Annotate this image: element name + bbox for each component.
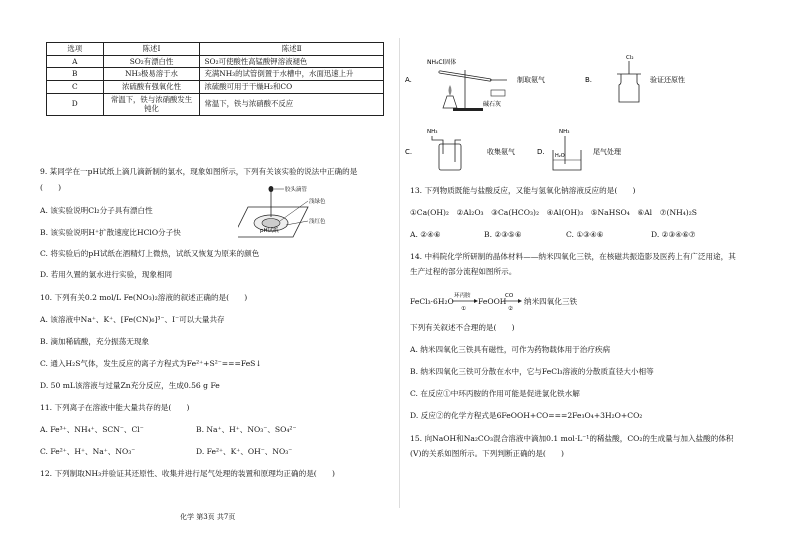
q13-stem: 13. 下列物质既能与盐酸反应，又能与氢氧化钠溶液反应的是( ) [410,186,636,195]
option-c-label: C. [405,148,413,156]
flow-arrow-2 [502,288,522,312]
header-statement-1: 陈述Ⅰ [103,43,200,56]
flow-mid: FeOOH [478,297,507,306]
label-ph-paper: pH试纸 [260,228,279,234]
q14-stem-line1: 14. 中科院化学所研制的晶体材料——纳米四氧化三铁，在核磁共振造影及医药上有广泛用途，其 [410,252,736,261]
q9-option-b: B. 该实验说明H⁺扩散速度比HClO分子快 [40,228,181,237]
row-statement-2: 充满NH₃的试管倒置于水槽中，水面迅速上升 [200,68,384,81]
label-tail-gas: 尾气处理 [593,148,621,156]
row-statement-1: NH₃极易溶于水 [103,68,200,81]
table-row [47,55,384,68]
label-inner: 浅绿色 [309,199,326,205]
q9-option-d: D. 若用久置的氯水进行实验，现象相同 [40,270,173,279]
q14-option-a: A. 纳米四氧化三铁具有磁性，可作为药物载体用于治疗疾病 [410,345,611,354]
q11-option-c: C. Fe²⁺、H⁺、Na⁺、NO₃⁻ [40,447,136,456]
q13-option-b: B. ②③⑤⑥ [484,230,522,239]
collection-bottle-icon [439,144,461,170]
flow-end: 纳米四氧化三铁 [524,297,578,306]
dropper-bulb-icon [269,186,274,192]
header-statement-2: 陈述Ⅱ [200,43,384,56]
inner-ring [262,219,280,228]
label-dropper: 胶头滴管 [285,187,308,193]
row-option: A [47,55,104,68]
table-row [47,93,384,115]
row-option: C [47,80,104,93]
q15-stem-line2: (V)的关系如图所示。下列判断正确的是( ) [410,449,565,458]
q14-option-d: D. 反应②的化学方程式是6FeOOH+CO===2Fe₃O₄+3H₂O+CO₂ [410,411,643,420]
column-divider [399,38,400,508]
label-soda-lime: 碱石灰 [483,101,502,108]
row-statement-1: 常温下，铁与浓硝酸发生钝化 [103,93,200,115]
q14-option-c: C. 在反应①中环丙胺的作用可能是促进氯化铁水解 [410,389,580,398]
label-produce-ammonia: 制取氨气 [517,76,545,84]
flow-arrow-2-step: ② [508,306,513,312]
flow-arrow-1-step: ① [461,306,466,312]
statement-table [46,42,384,116]
flame-icon [449,85,452,96]
label-cl2: Cl₂ [626,55,634,61]
row-option: D [47,93,104,115]
q11-option-b: B. Na⁺、H⁺、NO₃⁻、SO₄²⁻ [196,425,297,434]
header-option: 选项 [47,43,104,56]
q13-option-d: D. ②③④⑥⑦ [651,230,696,239]
apparatus-a-figure [405,52,575,114]
option-b-label: B. [585,76,593,84]
q11-stem: 11. 下列离子在溶液中能大量共存的是( ) [40,403,190,412]
table-row [47,68,384,81]
q10-option-a: A. 该溶液中Na⁺、K⁺、[Fe(CN)₆]³⁻、I⁻可以大量共存 [40,315,225,324]
q12-stem: 12. 下列制取NH₃并验证其还原性、收集并进行尾气处理的装置和原理均正确的是( ) [40,469,335,478]
burner-icon [443,96,457,108]
drying-tube-icon [491,90,505,96]
q9-option-c: C. 将实验后的pH试纸在酒精灯上微热，试纸又恢复为原来的颜色 [40,249,260,258]
gas-bottle-icon [619,74,639,102]
q11-option-d: D. Fe²⁺、K⁺、OH⁻、NO₃⁻ [196,447,293,456]
q15-stem-line1: 15. 向NaOH和Na₂CO₃混合溶液中滴加0.1 mol·L⁻¹的稀盐酸，CO₂的生成量与加入盐酸的体积 [410,434,734,443]
label-nh4cl: NH₄Cl固体 [427,59,457,66]
q14-option-b: B. 纳米四氧化三铁可分散在水中，它与FeCl₃溶液的分散质直径大小相等 [410,367,654,376]
label-nh3-c: NH₃ [427,129,438,135]
flow-arrow-2-label: CO [505,293,514,299]
row-statement-2: 浓硫酸可用于干燥H₂和CO [200,80,384,93]
q10-option-b: B. 滴加稀硫酸，充分振荡无现象 [40,337,150,346]
label-nh3-d: NH₃ [559,129,570,135]
q13-option-a: A. ②④⑥ [410,230,441,239]
q9-stem-paren: ( ) [40,183,62,192]
q14-ask: 下列有关叙述不合理的是( ) [410,323,515,332]
q10-option-c: C. 通入H₂S气体，发生反应的离子方程式为Fe²⁺+S²⁻===FeS↓ [40,359,262,368]
table-header-row [47,43,384,56]
q9-stem: 9. 某同学在一pH试纸上滴几滴新制的氯水，现象如图所示，下列有关该实验的说法中正确的是 [40,167,358,176]
row-statement-1: SO₂有漂白性 [103,55,200,68]
q11-option-a: A. Fe³⁺、NH₄⁺、SCN⁻、Cl⁻ [40,425,144,434]
q9-option-a: A. 该实验说明Cl₂分子具有漂白性 [40,206,153,215]
q13-option-c: C. ①③④⑥ [566,230,604,239]
row-statement-2: 常温下，铁与浓硝酸不反应 [200,93,384,115]
q14-stem-line2: 生产过程的部分流程如图所示。 [410,267,517,276]
apparatus-c-figure [405,124,545,174]
option-d-label: D. [537,148,545,156]
label-collect-ammonia: 收集氨气 [487,148,515,156]
row-statement-1: 浓硫酸有强氧化性 [103,80,200,93]
apparatus-b-figure [585,52,735,107]
q10-stem: 10. 下列有关0.2 mol/L Fe(NO₃)₂溶液的叙述正确的是( ) [40,293,248,302]
flow-start: FeCl₃·6H₂O [410,297,454,306]
row-statement-2: SO₂可使酸性高锰酸钾溶液褪色 [200,55,384,68]
ph-paper-figure [238,185,348,245]
apparatus-d-figure [537,124,667,174]
label-outer: 浅红色 [309,219,326,225]
q10-option-d: D. 50 mL该溶液与过量Zn充分反应，生成0.56 g Fe [40,381,220,390]
flow-arrow-1-label: 环丙胺 [454,293,471,299]
stand-base-icon [453,108,483,111]
option-a-label: A. [405,76,412,84]
table-row [47,80,384,93]
flow-arrow-1 [450,288,478,312]
row-option: B [47,68,104,81]
label-verify-reducibility: 验证还原性 [650,76,685,84]
label-water: H₂O [555,153,565,159]
q13-items: ①Ca(OH)₂ ②Al₂O₃ ③Ca(HCO₃)₂ ④Al(OH)₃ ⑤NaHSO₄ ⑥Al ⑦(NH₄)₂S [410,208,697,217]
page-footer: 化学 第3页 共7页 [180,513,236,521]
